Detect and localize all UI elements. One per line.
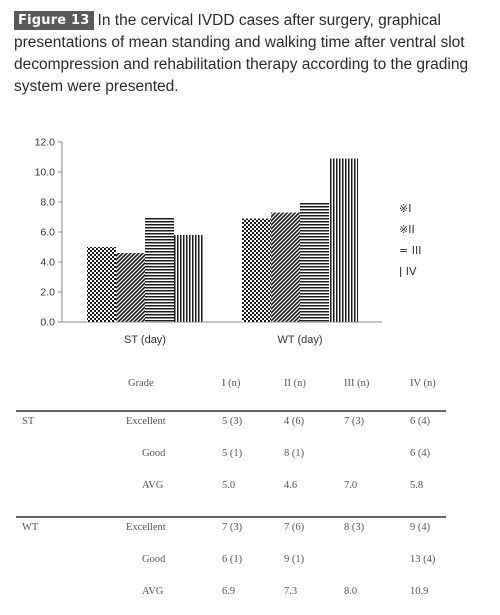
- table-value-cell: 5.8: [410, 480, 424, 491]
- table-value-cell: 8 (1): [284, 448, 305, 459]
- table-value-cell: 7.3: [284, 586, 298, 597]
- table-row: [16, 448, 446, 468]
- bar-I-1: [242, 219, 271, 323]
- figure-badge: Figure 13: [14, 11, 94, 30]
- y-tick-label: 6.0: [40, 226, 55, 239]
- table-value-cell: 5 (3): [222, 416, 243, 427]
- table-row: [16, 554, 446, 574]
- table-row: [16, 416, 446, 436]
- table-group-label: WT: [22, 522, 39, 533]
- y-tick-label: 4.0: [40, 256, 55, 269]
- y-tick-label: 12.0: [34, 136, 55, 149]
- x-axis-labels: [124, 334, 323, 346]
- table-value-cell: 7 (3): [222, 522, 243, 533]
- legend-entry: ※II: [399, 223, 415, 236]
- bar-II-0: [116, 253, 145, 322]
- y-tick-label: 10.0: [34, 166, 55, 179]
- x-tick-label: ST (day): [124, 334, 166, 346]
- table-row: [16, 522, 446, 542]
- x-tick-label: WT (day): [277, 334, 323, 346]
- table-grade-cell: Good: [142, 554, 166, 565]
- legend-entry: ǀ IV: [399, 265, 417, 278]
- table-header-cell: I (n): [222, 378, 241, 389]
- bar-IV-0: [174, 235, 203, 322]
- table-grade-cell: Excellent: [126, 522, 166, 533]
- table-value-cell: 5.0: [222, 480, 236, 491]
- figure-caption: [14, 10, 490, 98]
- table-header-cell: II (n): [284, 378, 306, 389]
- table-value-cell: 5 (1): [222, 448, 243, 459]
- table-value-cell: 10.9: [410, 586, 429, 597]
- bar-I-0: [87, 247, 116, 322]
- table-value-cell: 4 (6): [284, 416, 305, 427]
- table-row: [16, 480, 446, 500]
- table-value-cell: 6 (1): [222, 554, 243, 565]
- y-tick-label: 2.0: [40, 286, 55, 299]
- table-grade-cell: Good: [142, 448, 166, 459]
- table-value-cell: 13 (4): [410, 554, 436, 565]
- table-value-cell: 6 (4): [410, 448, 431, 459]
- table-value-cell: 8 (3): [344, 522, 365, 533]
- table-group-label: ST: [22, 416, 35, 427]
- table-header-cell: IV (n): [410, 378, 436, 389]
- bar-III-0: [145, 217, 174, 322]
- y-tick-label: 8.0: [40, 196, 55, 209]
- bar-chart: [0, 128, 500, 353]
- table-grade-cell: AVG: [142, 586, 164, 597]
- caption-text: In the cervical IVDD cases after surgery, graphical presentations of mean standing and walking time after ventral slot decompression and rehabilitation therapy according to the grading system were presented.: [14, 12, 469, 95]
- table-row: [16, 586, 446, 606]
- legend: [399, 202, 421, 278]
- table-header-cell: Grade: [128, 378, 154, 389]
- legend-entry: ※I: [399, 202, 412, 215]
- table-header-cell: III (n): [344, 378, 370, 389]
- table-value-cell: 7.0: [344, 480, 358, 491]
- table-rule: [16, 516, 446, 518]
- bars: [87, 159, 358, 323]
- table-value-cell: 8.0: [344, 586, 358, 597]
- bar-II-1: [271, 213, 300, 323]
- table-value-cell: 6.9: [222, 586, 236, 597]
- table-header-row: [16, 378, 446, 398]
- table-value-cell: 4.6: [284, 480, 298, 491]
- table-value-cell: 6 (4): [410, 416, 431, 427]
- table-value-cell: 9 (4): [410, 522, 431, 533]
- y-tick-label: 0.0: [40, 316, 55, 329]
- table-grade-cell: Excellent: [126, 416, 166, 427]
- table-grade-cell: AVG: [142, 480, 164, 491]
- table-value-cell: 7 (6): [284, 522, 305, 533]
- table-value-cell: 9 (1): [284, 554, 305, 565]
- bar-IV-1: [329, 159, 358, 323]
- bar-III-1: [300, 202, 329, 322]
- legend-entry: = III: [399, 244, 422, 257]
- table-value-cell: 7 (3): [344, 416, 365, 427]
- table-rule: [16, 410, 446, 412]
